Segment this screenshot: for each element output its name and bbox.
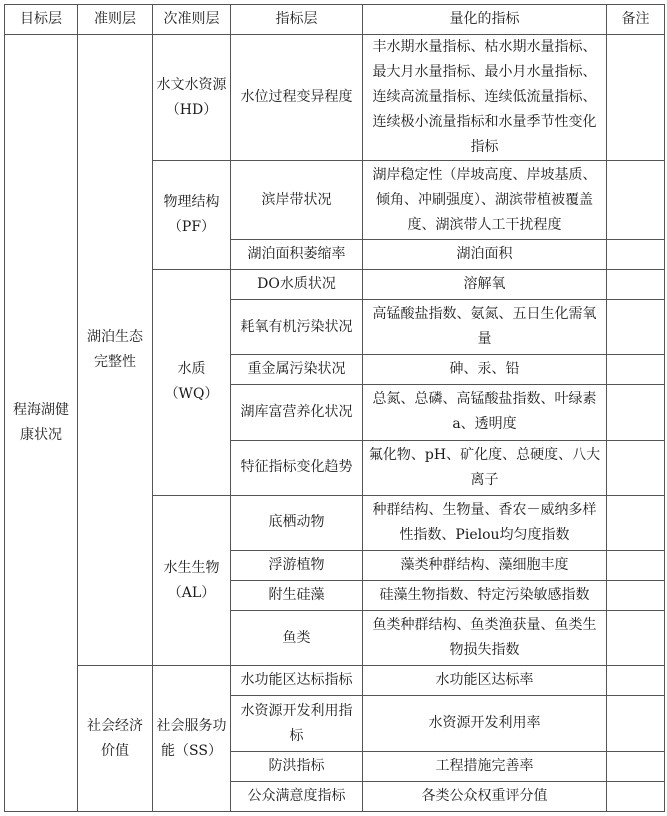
note-cell bbox=[607, 440, 665, 495]
note-cell bbox=[607, 696, 665, 751]
indicator-table bbox=[4, 4, 665, 812]
note-cell bbox=[607, 161, 665, 239]
header-row bbox=[5, 5, 665, 35]
note-cell bbox=[607, 751, 665, 781]
indicator-cell: 水资源开发利用指标 bbox=[231, 696, 363, 751]
note-cell bbox=[607, 355, 665, 385]
header-goal: 目标层 bbox=[5, 5, 78, 35]
indicator-cell: 防洪指标 bbox=[231, 751, 363, 781]
quantified-cell: 各类公众权重评分值 bbox=[363, 781, 607, 811]
criteria-eco-cell: 湖泊生态完整性 bbox=[78, 35, 153, 666]
sub-wq-cell: 水质（WQ） bbox=[153, 269, 231, 495]
indicator-cell: 耗氧有机污染状况 bbox=[231, 300, 363, 355]
sub-hd-cell: 水文水资源（HD） bbox=[153, 35, 231, 161]
quantified-cell: 工程措施完善率 bbox=[363, 751, 607, 781]
quantified-cell: 水资源开发利用率 bbox=[363, 696, 607, 751]
quantified-cell: 种群结构、生物量、香农－威纳多样性指数、Pielou均匀度指数 bbox=[363, 495, 607, 550]
indicator-cell: 水位过程变异程度 bbox=[231, 35, 363, 161]
header-indicator: 指标层 bbox=[231, 5, 363, 35]
quantified-cell: 氟化物、pH、矿化度、总硬度、八大离子 bbox=[363, 440, 607, 495]
quantified-cell: 湖泊面积 bbox=[363, 239, 607, 269]
header-quantified: 量化的指标 bbox=[363, 5, 607, 35]
indicator-cell: 浮游植物 bbox=[231, 550, 363, 580]
indicator-cell: DO水质状况 bbox=[231, 269, 363, 299]
indicator-cell: 鱼类 bbox=[231, 611, 363, 666]
quantified-cell: 水功能区达标率 bbox=[363, 666, 607, 696]
quantified-cell: 硅藻生物指数、特定污染敏感指数 bbox=[363, 581, 607, 611]
quantified-cell: 砷、汞、铅 bbox=[363, 355, 607, 385]
quantified-cell: 藻类种群结构、藻细胞丰度 bbox=[363, 550, 607, 580]
indicator-cell: 水功能区达标指标 bbox=[231, 666, 363, 696]
header-criteria: 准则层 bbox=[78, 5, 153, 35]
goal-cell: 程海湖健康状况 bbox=[5, 35, 78, 812]
indicator-cell: 湖泊面积萎缩率 bbox=[231, 239, 363, 269]
quantified-cell: 高锰酸盐指数、氨氮、五日生化需氧量 bbox=[363, 300, 607, 355]
table-row bbox=[5, 666, 665, 696]
indicator-cell: 滨岸带状况 bbox=[231, 161, 363, 239]
note-cell bbox=[607, 495, 665, 550]
indicator-cell: 湖库富营养化状况 bbox=[231, 385, 363, 440]
sub-al-cell: 水生生物（AL） bbox=[153, 495, 231, 666]
indicator-cell: 特征指标变化趋势 bbox=[231, 440, 363, 495]
indicator-cell: 底栖动物 bbox=[231, 495, 363, 550]
note-cell bbox=[607, 239, 665, 269]
sub-pf-cell: 物理结构（PF） bbox=[153, 161, 231, 269]
quantified-cell: 溶解氧 bbox=[363, 269, 607, 299]
table-row bbox=[5, 35, 665, 161]
quantified-cell: 湖岸稳定性（岸坡高度、岸坡基质、倾角、冲刷强度）、湖滨带植被覆盖度、湖滨带人工干扰程度 bbox=[363, 161, 607, 239]
header-note: 备注 bbox=[607, 5, 665, 35]
note-cell bbox=[607, 611, 665, 666]
note-cell bbox=[607, 666, 665, 696]
quantified-cell: 总氮、总磷、高锰酸盐指数、叶绿素a、透明度 bbox=[363, 385, 607, 440]
note-cell bbox=[607, 781, 665, 811]
sub-ss-cell: 社会服务功能（SS） bbox=[153, 666, 231, 812]
indicator-cell: 公众满意度指标 bbox=[231, 781, 363, 811]
note-cell bbox=[607, 35, 665, 161]
note-cell bbox=[607, 269, 665, 299]
note-cell bbox=[607, 385, 665, 440]
criteria-soc-cell: 社会经济价值 bbox=[78, 666, 153, 812]
indicator-cell: 重金属污染状况 bbox=[231, 355, 363, 385]
header-sub-criteria: 次准则层 bbox=[153, 5, 231, 35]
indicator-cell: 附生硅藻 bbox=[231, 581, 363, 611]
note-cell bbox=[607, 300, 665, 355]
quantified-cell: 鱼类种群结构、鱼类渔获量、鱼类生物损失指数 bbox=[363, 611, 607, 666]
note-cell bbox=[607, 550, 665, 580]
note-cell bbox=[607, 581, 665, 611]
quantified-cell: 丰水期水量指标、枯水期水量指标、最大月水量指标、最小月水量指标、连续高流量指标、连续低流量指标、连续极小流量指标和水量季节性变化指标 bbox=[363, 35, 607, 161]
